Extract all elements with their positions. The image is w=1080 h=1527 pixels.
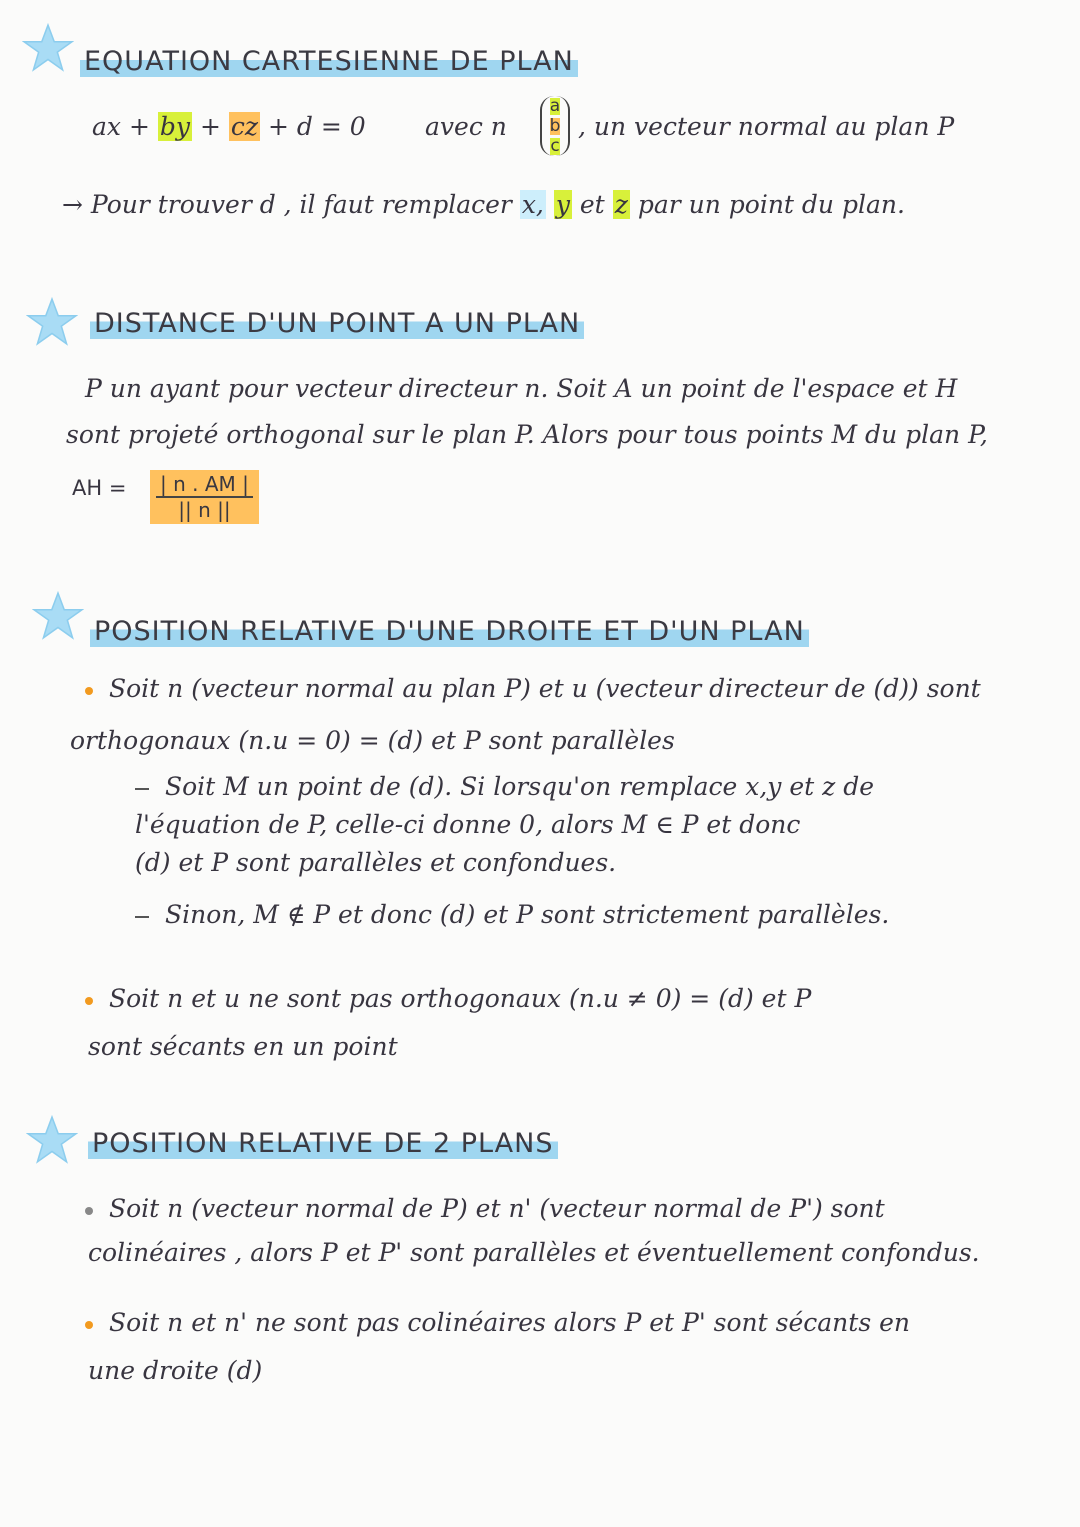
deux-plans-bullet-1-line-2: colinéaires , alors P et P' sont parallèles et éventuellement confondus. (88, 1238, 980, 1267)
droite-plan-dash-1-line-1: Soit M un point de (d). Si lorsqu'on remplace x,y et z de (135, 772, 874, 801)
deux-plans-bullet-2-line-1: Soit n et n' ne sont pas colinéaires alors P et P' sont sécants en (85, 1308, 910, 1337)
section-title-cartesian: EQUATION CARTESIENNE DE PLAN (80, 44, 578, 79)
droite-plan-bullet-1-line-2: orthogonaux (n.u = 0) = (d) et P sont parallèles (70, 726, 675, 755)
rule-y: y (555, 190, 570, 219)
section-title-droite-plan: POSITION RELATIVE D'UNE DROITE ET D'UN PLAN (90, 614, 809, 649)
distance-formula (150, 470, 259, 524)
rule-x: x, (521, 190, 544, 219)
dash-mark (135, 916, 149, 918)
rule-z: z (614, 190, 628, 219)
deux-plans-bullet-2-line-2: une droite (d) (88, 1356, 263, 1385)
distance-line-2: sont projeté orthogonal sur le plan P. Alors pour tous points M du plan P, (66, 420, 988, 449)
bullet-dot (85, 1321, 93, 1329)
star-icon (26, 296, 78, 348)
eq-term-d: + d = 0 (267, 112, 366, 141)
droite-plan-bullet-2-line-2: sont sécants en un point (88, 1032, 398, 1061)
star-icon (26, 1114, 78, 1166)
deux-plans-bullet-1-line-1: Soit n (vecteur normal de P) et n' (vecteur normal de P') sont (85, 1194, 885, 1223)
droite-plan-bullet-1-line-1: Soit n (vecteur normal au plan P) et u (vecteur directeur de (d)) sont (85, 674, 981, 703)
droite-plan-bullet-2-line-1: Soit n et u ne sont pas orthogonaux (n.u ≠ 0) = (d) et P (85, 984, 811, 1013)
ah-label: AH = (72, 476, 127, 500)
avec-label: avec n (425, 112, 507, 141)
droite-plan-dash-1-line-2: l'équation de P, celle-ci donne 0, alors M ∈ P et donc (135, 810, 801, 839)
distance-line-1: P un ayant pour vecteur directeur n. Soit A un point de l'espace et H (85, 374, 958, 403)
cartesian-rule (62, 190, 905, 219)
normal-vector-text: , un vecteur normal au plan P (578, 112, 955, 141)
formula-denominator: || n || (178, 498, 231, 522)
vector-component-c: c (550, 135, 560, 156)
star-icon (32, 590, 84, 642)
droite-plan-dash-1-line-3: (d) et P sont parallèles et confondues. (135, 848, 617, 877)
vector-component-a: a (549, 95, 561, 116)
bullet-dot (85, 687, 93, 695)
rule-suffix: par un point du plan. (637, 190, 905, 219)
dash-mark (135, 788, 149, 790)
bullet-dot (85, 1207, 93, 1215)
bullet-dot (85, 997, 93, 1005)
rule-prefix: → Pour trouver d , il faut remplacer (62, 190, 512, 219)
rule-et: et (579, 190, 605, 219)
normal-vector-matrix (540, 96, 570, 156)
vector-component-b: b (549, 115, 561, 136)
eq-term-b: by (159, 112, 190, 141)
section-title-deux-plans: POSITION RELATIVE DE 2 PLANS (88, 1126, 558, 1161)
star-icon (22, 22, 74, 74)
cartesian-equation: ax + by + cz + d = 0 (92, 112, 366, 141)
eq-term-a: ax (92, 112, 122, 141)
eq-term-c: cz (230, 112, 259, 141)
droite-plan-dash-2-line-1: Sinon, M ∉ P et donc (d) et P sont strictement parallèles. (135, 900, 889, 929)
section-title-distance: DISTANCE D'UN POINT A UN PLAN (90, 306, 584, 341)
formula-numerator: | n . AM | (156, 472, 253, 498)
